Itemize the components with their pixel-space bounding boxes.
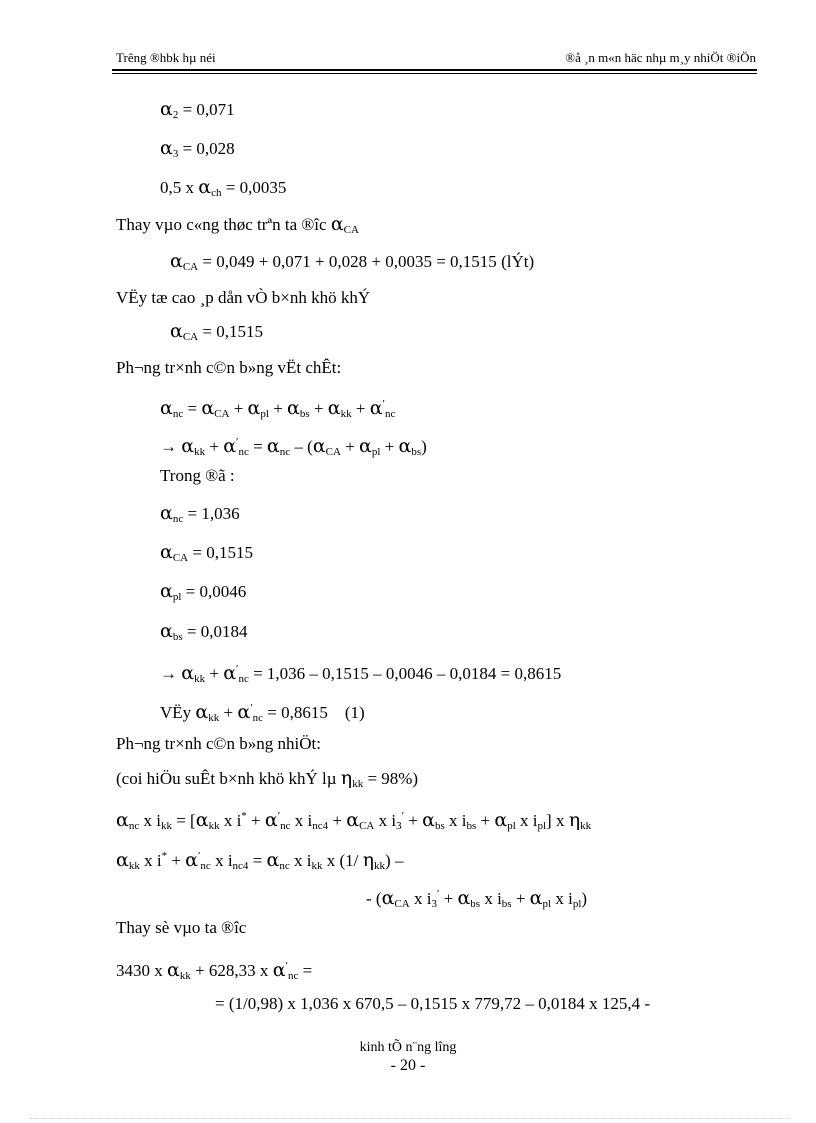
eq-heat-3: - ($\alpha_{CA}$ x $i_3' + \alpha_{bs}$ x $i_{bs} + \alpha_{pl}$ x $i_{pl}$): [366, 887, 588, 910]
header-rule-thin: [112, 73, 757, 74]
line-aCA-sum: $\alpha_{CA} = 0,049 + 0,071 + 0,028 + 0,0035 = 0,1515$ (lÝt): [170, 250, 535, 273]
eq-balance-1: $\alpha_{nc} = \alpha_{CA} + \alpha_{pl} + \alpha_{bs} + \alpha_{kk} + \alpha'_{nc}$: [160, 397, 396, 420]
eq-heat-2: $\alpha_{kk}$ x $i^* + \alpha'_{nc}$ x $i_{nc4} = \alpha_{nc}$ x $i_{kk}$ x (1/ $\eta_{kk}$) –: [116, 849, 404, 872]
line-a3: $\alpha_3 = 0,028$: [160, 137, 235, 160]
line-aCA2: $\alpha_{CA} = 0,1515$: [160, 541, 253, 564]
line-abs: $\alpha_{bs} = 0,0184$: [160, 620, 248, 643]
line-a2: $\alpha_2 = 0,071$: [160, 98, 235, 121]
eq-numeric-rhs: = (1/0,98) x 1,036 x 670,5 – 0,1515 x 779,72 – 0,0184 x 125,4 -: [215, 994, 651, 1013]
text-pt-nhiet: Ph¬ng tr×nh c©n b»ng nhiÖt:: [116, 734, 321, 753]
header-rule: [112, 69, 757, 71]
line-anc: $\alpha_{nc} = 1,036$: [160, 502, 240, 525]
page-edge: [30, 1118, 790, 1119]
header-right: ®å ¸n m«n häc nhµ m¸y nhiÖt ®iÖn: [565, 50, 756, 65]
text-vay-to-cao: VËy tæ cao ¸p dån vÒ b×nh khö khÝ: [116, 288, 371, 307]
footer-note: kinh tÕ n¨ng lîng: [359, 1040, 457, 1055]
line-calc: → $\alpha_{kk} + \alpha'_{nc} = 1,036 - 0,1515 - 0,0046 - 0,0184 = 0,8615$: [160, 662, 562, 685]
text-pt-vat-chat: Ph¬ng tr×nh c©n b»ng vËt chÊt:: [116, 358, 342, 377]
text-thay-so: Thay sè vµo ta ®îc: [116, 918, 247, 937]
header-left: Trêng ®hbk hµ néi: [116, 50, 216, 65]
text-trong-do: Trong ®ã :: [160, 466, 235, 485]
text-thay-vao: Thay vµo c«ng thøc trªn ta ®îc $\alpha_{CA}$: [116, 213, 359, 236]
line-apl: $\alpha_{pl} = 0,0046$: [160, 580, 247, 603]
line-aCA-result: $\alpha_{CA} = 0,1515$: [170, 320, 263, 343]
text-hieu-suat: (coi hiÖu suÊt b×nh khö khÝ lµ $\eta_{kk} = 98\%$): [116, 767, 419, 790]
line-ach: 0,5 x $\alpha_{ch} = 0,0035$: [160, 176, 287, 199]
eq-heat-1: $\alpha_{nc}$ x $i_{kk} = [\alpha_{kk}$ x $i^* + \alpha'_{nc}$ x $i_{nc4} + \alpha_{CA}$ x $i_3' + \alpha_{bs}$ x $i_{bs} + \alpha_{pl}$ x $i_{pl}$] x $\eta_{kk}$: [116, 809, 592, 832]
page-number: - 20 -: [390, 1057, 426, 1074]
line-result-1: VËy $\alpha_{kk} + \alpha'_{nc} = 0,8615$ (1): [160, 701, 365, 724]
eq-numeric-lhs: 3430 x $\alpha_{kk} + 628,33$ x $\alpha'_{nc}$ =: [116, 959, 313, 982]
eq-balance-2: → $\alpha_{kk} + \alpha'_{nc} = \alpha_{nc} - (\alpha_{CA} + \alpha_{pl} + \alpha_{bs})$: [160, 435, 427, 458]
